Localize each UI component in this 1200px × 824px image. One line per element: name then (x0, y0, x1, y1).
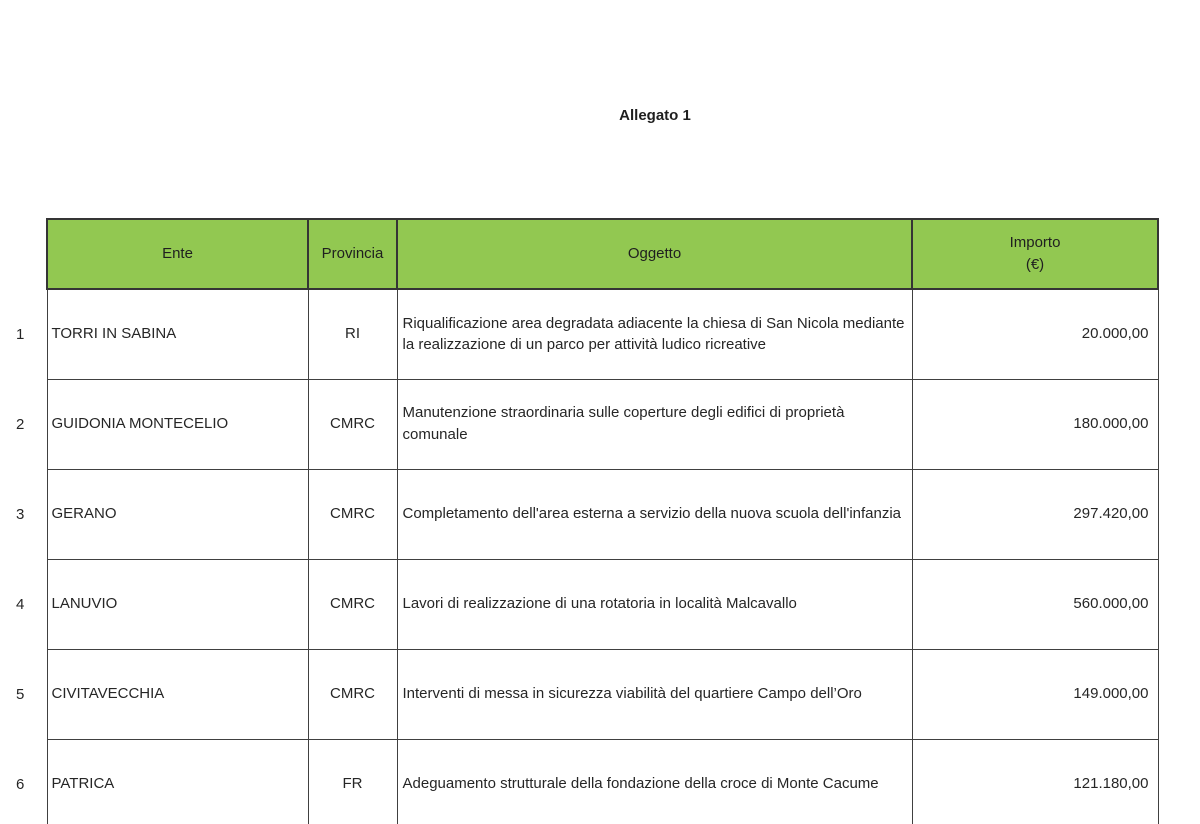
cell-ente: CIVITAVECCHIA (47, 649, 308, 739)
column-header-ente: Ente (47, 219, 308, 289)
cell-importo: 560.000,00 (912, 559, 1158, 649)
cell-provincia: FR (308, 739, 397, 824)
row-number: 5 (0, 649, 47, 739)
table-row (0, 559, 1158, 649)
cell-ente: LANUVIO (47, 559, 308, 649)
column-header-oggetto: Oggetto (397, 219, 912, 289)
cell-importo: 180.000,00 (912, 379, 1158, 469)
cell-provincia: RI (308, 289, 397, 379)
table-row (0, 469, 1158, 559)
page-title: Allegato 1 (619, 107, 691, 124)
cell-importo: 297.420,00 (912, 469, 1158, 559)
row-number: 4 (0, 559, 47, 649)
row-number: 6 (0, 739, 47, 824)
column-header-importo (912, 219, 1158, 289)
cell-oggetto: Completamento dell'area esterna a servizio della nuova scuola dell'infanzia (397, 469, 912, 559)
row-number: 1 (0, 289, 47, 379)
cell-ente: GERANO (47, 469, 308, 559)
table-header-row (0, 219, 1158, 289)
cell-provincia: CMRC (308, 379, 397, 469)
cell-ente: GUIDONIA MONTECELIO (47, 379, 308, 469)
cell-provincia: CMRC (308, 649, 397, 739)
column-header-provincia: Provincia (308, 219, 397, 289)
cell-oggetto: Riqualificazione area degradata adiacente la chiesa di San Nicola mediante la realizzazione di un parco per attività ludico ricreative (397, 289, 912, 379)
cell-importo: 149.000,00 (912, 649, 1158, 739)
cell-oggetto: Interventi di messa in sicurezza viabilità del quartiere Campo dell’Oro (397, 649, 912, 739)
cell-oggetto: Manutenzione straordinaria sulle coperture degli edifici di proprietà comunale (397, 379, 912, 469)
table-row (0, 649, 1158, 739)
importo-header-line1: Importo (1009, 234, 1061, 252)
cell-oggetto: Lavori di realizzazione di una rotatoria in località Malcavallo (397, 559, 912, 649)
cell-importo: 20.000,00 (912, 289, 1158, 379)
cell-provincia: CMRC (308, 469, 397, 559)
importo-header-line2: (€) (1025, 256, 1045, 273)
row-number: 2 (0, 379, 47, 469)
annex-table (0, 218, 1159, 824)
cell-importo: 121.180,00 (912, 739, 1158, 824)
gutter-header (0, 219, 47, 289)
cell-ente: TORRI IN SABINA (47, 289, 308, 379)
table-row (0, 379, 1158, 469)
table-row (0, 739, 1158, 824)
cell-oggetto: Adeguamento strutturale della fondazione della croce di Monte Cacume (397, 739, 912, 824)
cell-ente: PATRICA (47, 739, 308, 824)
cell-provincia: CMRC (308, 559, 397, 649)
table-row (0, 289, 1158, 379)
row-number: 3 (0, 469, 47, 559)
